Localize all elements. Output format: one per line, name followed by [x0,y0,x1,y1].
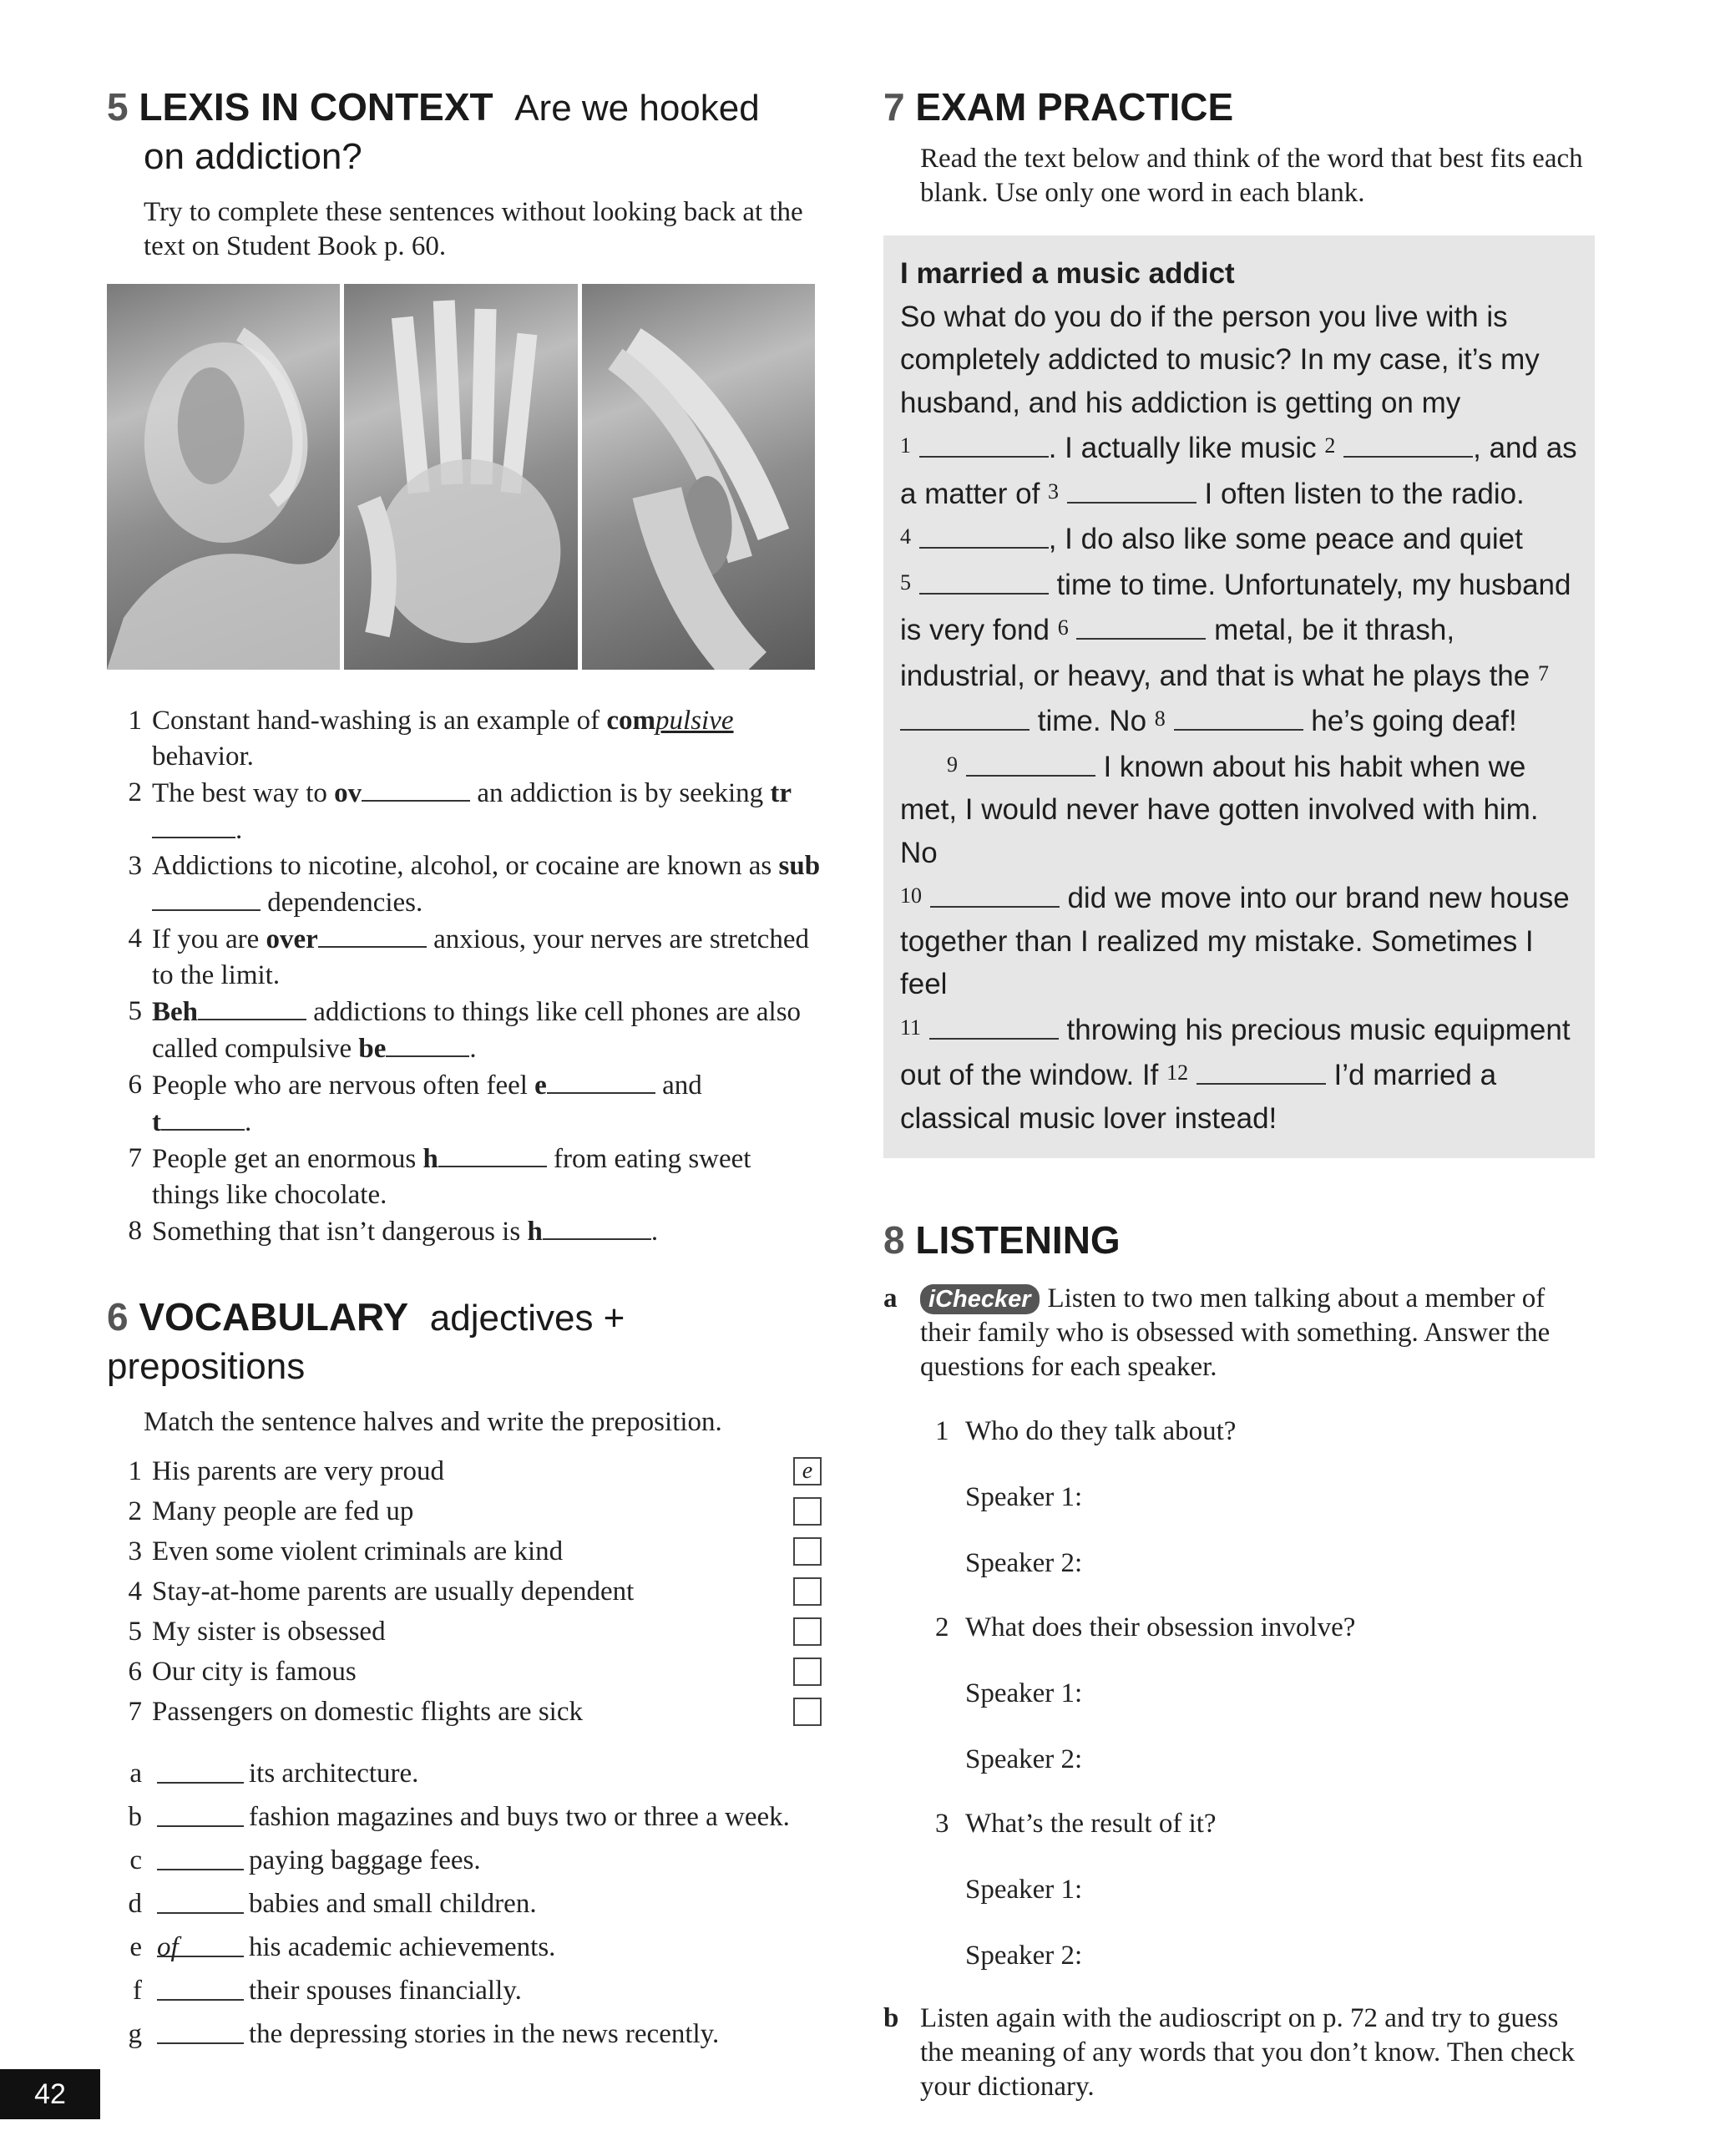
list-item: 7 Passengers on domestic flights are sick [107,1692,825,1732]
gap-fill-text-box [883,235,1595,1158]
answer-box[interactable] [793,1497,822,1526]
list-item: 4 Stay-at-home parents are usually dependent [107,1571,825,1612]
hands-soap-photo [107,284,340,670]
section5-instruction: Try to complete these sentences without looking back at the text on Student Book p. 60. [144,197,803,261]
list-item: f their spouses financially. [107,1969,825,2012]
section5-subtitle-line2: on addiction? [144,136,362,177]
right-column [883,84,1595,2104]
section-number: 8 [883,1218,905,1262]
answer-box[interactable] [793,1617,822,1646]
listening-part-a: a iChecker Listen to two men talking about a member of their family who is obsessed with something. Answer the questions for each speaker. [883,1283,1551,1382]
list-item: 1 Who do they talk about? [935,1416,1237,1446]
left-column [107,84,825,2056]
answer-blank[interactable] [152,884,261,911]
answer-blank[interactable] [318,921,427,948]
list-item: 4 If you are over anxious, your nerves are stretched to the limit. [107,921,825,994]
list-item: g the depressing stories in the news recently. [107,2012,825,2056]
gap-blank[interactable] [919,522,1049,549]
answer-blank[interactable] [386,1030,469,1057]
gap-blank[interactable] [919,431,1049,458]
answer-box[interactable]: e [793,1457,822,1485]
speaker-answer-line[interactable]: Speaker 2: [965,1744,1083,1774]
list-item: 2 The best way to ov an addiction is by seeking tr. [107,775,825,848]
answer-blank[interactable] [543,1213,651,1240]
gap-blank[interactable] [966,750,1095,777]
section-title: VOCABULARY [139,1295,409,1339]
answer-blank[interactable] [152,812,235,838]
answer-blank[interactable] [438,1141,547,1167]
answer-blank[interactable] [198,994,306,1020]
list-item: 2 What does their obsession involve? [935,1612,1356,1642]
answer-blank[interactable] [362,775,470,802]
gap-blank[interactable] [930,881,1060,908]
list-item: 5 Beh addictions to things like cell phones are also called compulsive be . [107,994,825,1067]
section-title: LISTENING [915,1218,1121,1262]
section-subtitle: Are we hooked [514,88,760,129]
text-title: I married a music addict [900,257,1235,290]
answer-box[interactable] [793,1698,822,1726]
list-item: 5 My sister is obsessed [107,1612,825,1652]
list-item: 1 Constant hand-washing is an example of compulsive behavior. [128,706,734,772]
list-item: 1 His parents are very proud e [107,1451,825,1491]
section8-heading [883,1217,1595,1263]
section-subtitle: adjectives + prepositions [107,1298,625,1387]
list-item: 6 People who are nervous often feel e and t . [107,1067,825,1141]
preposition-blank[interactable] [157,1752,244,1784]
list-item: 8 Something that isn’t dangerous is h . [107,1213,825,1250]
preposition-blank[interactable] [157,1839,244,1870]
section6-match-list [107,1451,825,1732]
list-item: 7 People get an enormous h from eating sweet things like chocolate. [107,1141,825,1213]
list-item: 3 What’s the result of it? [935,1809,1217,1839]
list-item: e of his academic achievements. [107,1926,825,1969]
example-answer: pulsive [655,706,734,736]
preposition-blank[interactable] [157,2012,244,2044]
section-number: 5 [107,85,129,129]
gap-fill-text: So what do you do if the person you live with is completely addicted to music? In my case, it’s my husband, and his addiction is getting on my $^1$ . I actually like music $^2$ , and as a matter of $^3$ I often listen to the radio. $^4$ , I do also like some peace and quiet $^5$ time to time. Unfortunately, my husband is very fond $^6$ metal, be it thrash, industrial, or heavy, and that is what he plays the $^7$ time. No $^8$ he’s going deaf! $^9$ I known about his habit when we met, I would never have gotten involved with him. No $^{10}$ did we move into our brand new house together than I realized my mistake. Sometimes I feel $^{11}$ throwing his precious music equipment out of the window. If $^{12}$ I’d married a classical music lover instead! [900,300,1577,1135]
page-number: 42 [0,2069,100,2119]
hands-photo-strip [107,284,815,670]
list-item: a its architecture. [107,1752,825,1795]
answer-blank[interactable] [161,1104,245,1131]
list-item: 2 Many people are fed up [107,1491,825,1531]
preposition-blank[interactable]: of [157,1926,244,1957]
preposition-blank[interactable] [157,1795,244,1827]
list-item: d babies and small children. [107,1882,825,1926]
question-list [935,1415,1595,1973]
speaker-answer-line[interactable]: Speaker 2: [965,1941,1083,1971]
gap-blank[interactable] [1343,431,1473,458]
answer-box[interactable] [793,1577,822,1606]
gap-blank[interactable] [1067,477,1196,504]
listening-part-b: b Listen again with the audioscript on p. 72 and try to guess the meaning of any words that you don’t know. Then check your dictionary. [883,2003,1575,2102]
list-item: 6 Our city is famous [107,1652,825,1692]
section5-sentence-list [107,703,825,1250]
answer-box[interactable] [793,1657,822,1686]
answer-box[interactable] [793,1537,822,1566]
speaker-answer-line[interactable]: Speaker 1: [965,1875,1083,1905]
section-title: EXAM PRACTICE [915,85,1234,129]
section7-instruction: Read the text below and think of the word that best fits each blank. Use only one word in each blank. [920,144,1583,208]
gap-blank[interactable] [1076,613,1206,640]
gap-blank[interactable] [919,568,1049,595]
section-title: LEXIS IN CONTEXT [139,85,493,129]
preposition-blank[interactable] [157,1882,244,1914]
section6-instruction: Match the sentence halves and write the preposition. [144,1407,722,1437]
list-item: 3 Even some violent criminals are kind [107,1531,825,1571]
hands-washing-photo [344,284,577,670]
gap-blank[interactable] [900,704,1030,731]
gap-blank[interactable] [1174,704,1303,731]
answer-blank[interactable] [547,1067,655,1094]
preposition-blank[interactable] [157,1969,244,2001]
list-item: b fashion magazines and buys two or three a week. [107,1795,825,1839]
section5-heading [107,84,825,132]
gap-blank[interactable] [929,1013,1059,1040]
list-item: 3 Addictions to nicotine, alcohol, or cocaine are known as sub dependencies. [128,851,821,918]
section6-heading [107,1293,825,1390]
section-number: 7 [883,85,905,129]
hands-rubbing-photo [582,284,815,670]
section-number: 6 [107,1295,129,1339]
section6-endings-list [107,1752,825,2056]
section7-heading [883,84,1595,130]
gap-blank[interactable] [1196,1058,1326,1085]
section8 [883,1217,1595,2104]
speaker-answer-line[interactable]: Speaker 2: [965,1548,1083,1578]
ichecker-icon: iChecker [920,1284,1040,1314]
speaker-answer-line[interactable]: Speaker 1: [965,1678,1083,1708]
list-item: c paying baggage fees. [107,1839,825,1882]
speaker-answer-line[interactable]: Speaker 1: [965,1482,1083,1512]
